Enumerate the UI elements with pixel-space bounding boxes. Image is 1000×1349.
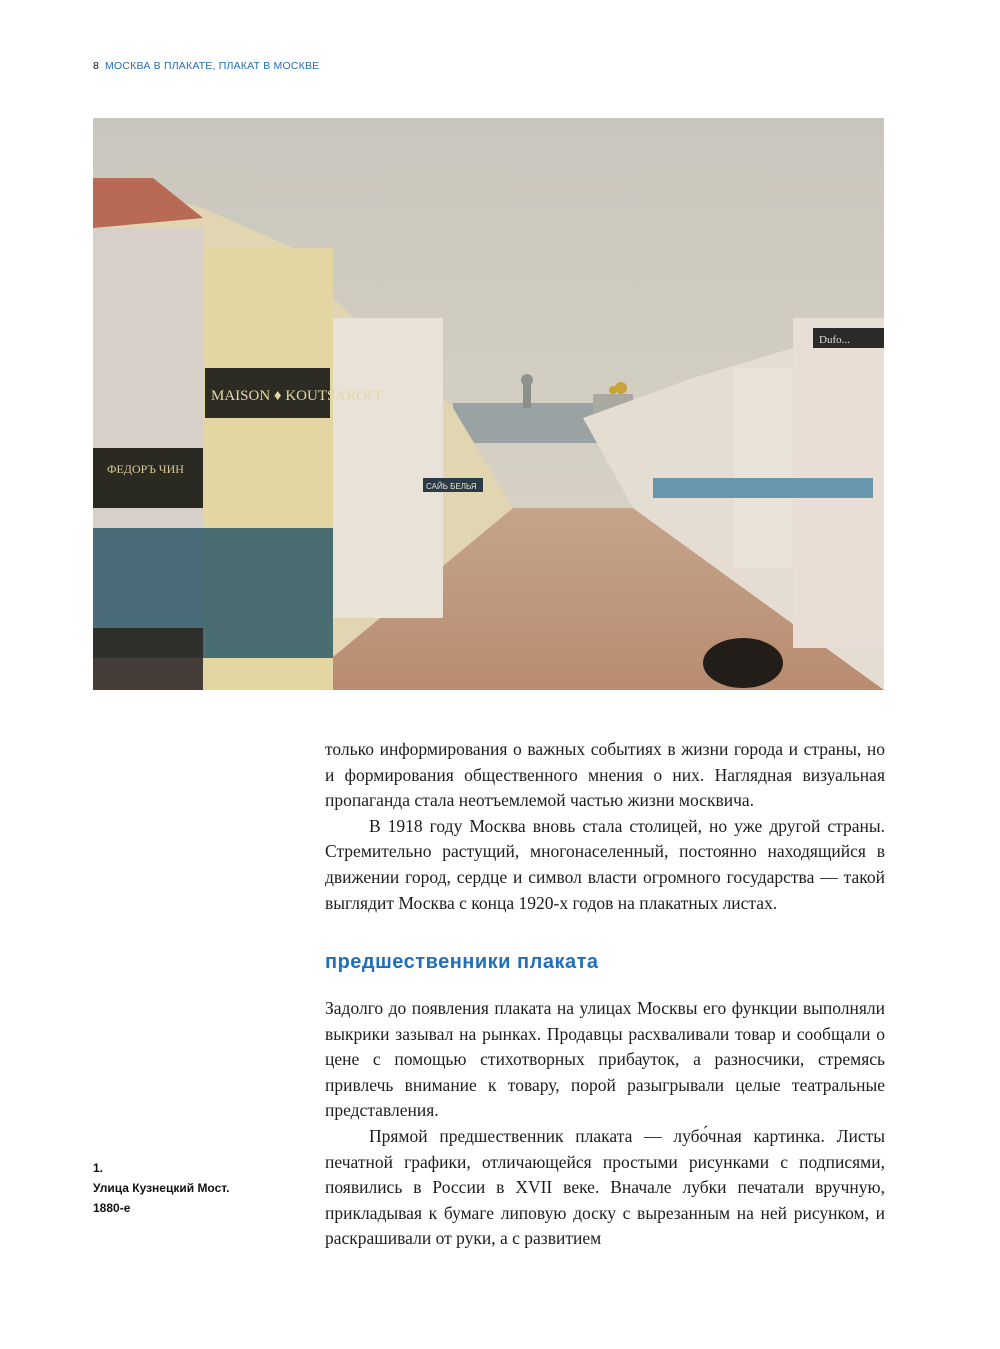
running-title: МОСКВА В ПЛАКАТЕ, ПЛАКАТ В МОСКВЕ bbox=[105, 60, 320, 72]
text-block-intro bbox=[325, 737, 885, 916]
paragraph: В 1918 году Москва вновь стала столицей, но уже другой страны. Стремительно растущий, многонаселенный, постоянно находящийся в движении город, сердце и символ власти огромного государства — такой выглядит Москва с конца 1920-х годов на плакатных листах. bbox=[325, 815, 885, 913]
photo-caption bbox=[93, 1158, 293, 1218]
corner-sign-text: Dufo... bbox=[819, 334, 850, 346]
street-scene-illustration bbox=[93, 118, 884, 690]
paragraph: Задолго до появления плаката на улицах Москвы его функции выполняли выкрики зазывал на рынках. Продавцы расхваливали товар и сообщали о цене с помощью стихотворных прибауток, а разносчики, стремясь привлечь внимание к товару, порой разыгрывали целые театральные представления. bbox=[325, 998, 885, 1121]
fedor-sign-text: ФЕДОРЪ ЧИН bbox=[107, 462, 184, 476]
street-photo bbox=[93, 118, 884, 690]
section-heading: предшественники плаката bbox=[325, 951, 599, 973]
shop-sign-text: САЙЬ БЕЛЬЯ bbox=[426, 482, 477, 491]
caption-date: 1880-е bbox=[93, 1201, 131, 1215]
text-block-predecessors bbox=[325, 996, 885, 1252]
caption-number: 1. bbox=[93, 1161, 104, 1175]
fedor-sign-board bbox=[93, 448, 203, 508]
caption-title: Улица Кузнецкий Мост. bbox=[93, 1181, 230, 1195]
paragraph: только информирования о важных событиях в жизни города и страны, но и формирования общественного мнения о них. Наглядная визуальная пропаганда стала неотъемлемой частью жизни москвича. bbox=[325, 739, 885, 811]
paragraph: Прямой предшественник плаката — лубо́чная картинка. Листы печатной графики, отличающейся простыми рисунками с подписями, появились в России в XVII веке. Вначале лубки печатали вручную, прикладывая к бумаге липовую доску с вырезанным на ней рисунком, и раскрашивали от руки, а с развитием bbox=[325, 1125, 885, 1249]
running-head bbox=[93, 60, 319, 72]
page-number: 8 bbox=[93, 60, 100, 72]
maison-sign-text: MAISON ♦ KOUTSAROFF bbox=[211, 388, 384, 404]
